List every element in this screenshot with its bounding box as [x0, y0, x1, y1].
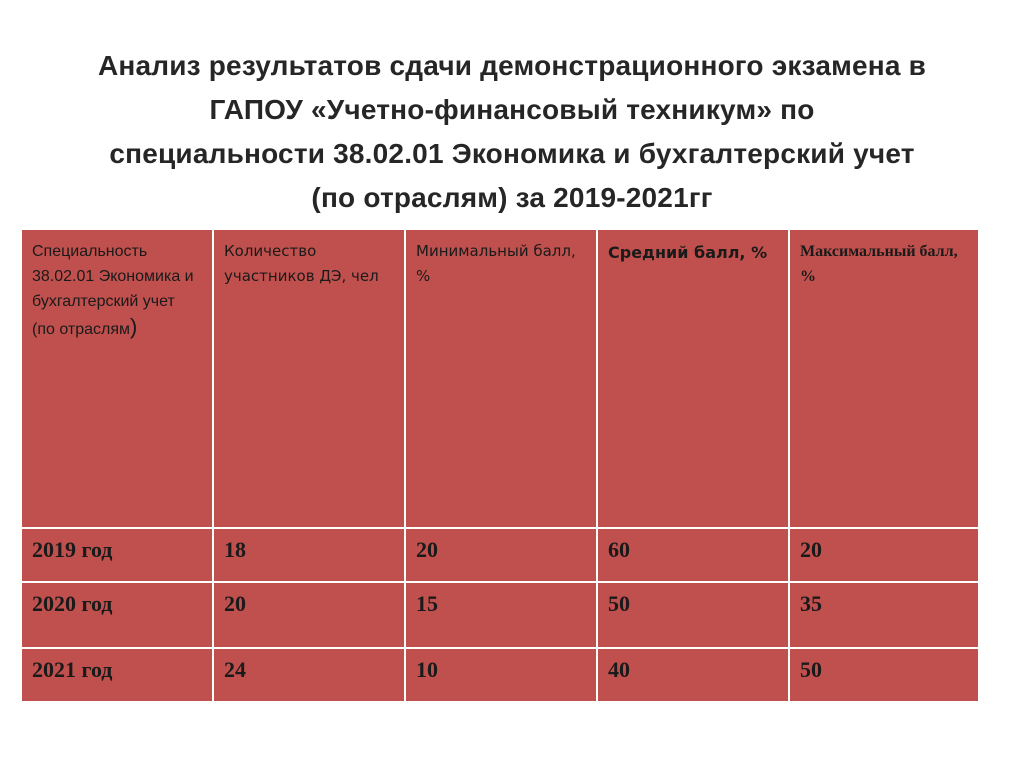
title-line-1: Анализ результатов сдачи демонстрационного экзамена в [97, 50, 927, 81]
table-row [21, 648, 979, 702]
results-table [20, 228, 980, 703]
cell-max: 35 [789, 582, 979, 648]
header-participants: Количество участников ДЭ, чел [213, 229, 405, 528]
table-row [21, 582, 979, 648]
cell-year: 2021 год [21, 648, 213, 702]
title-line-3: специальности 38.02.01 Экономика и бухгалтерский учет [109, 138, 915, 169]
cell-min: 15 [405, 582, 597, 648]
header-max-score: Максимальный балл, % [789, 229, 979, 528]
cell-participants: 20 [213, 582, 405, 648]
header-min-score: Минимальный балл, % [405, 229, 597, 528]
cell-avg: 60 [597, 528, 789, 582]
cell-avg: 50 [597, 582, 789, 648]
cell-year: 2019 год [21, 528, 213, 582]
cell-year: 2020 год [21, 582, 213, 648]
cell-min: 20 [405, 528, 597, 582]
header-specialty: Специальность 38.02.01 Экономика и бухгалтерский учет (по отраслям) [21, 229, 213, 528]
cell-min: 10 [405, 648, 597, 702]
header-specialty-paren: ) [130, 314, 138, 339]
cell-participants: 24 [213, 648, 405, 702]
title-line-2: ГАПОУ «Учетно-финансовый техникум» по [209, 94, 815, 125]
table-row [21, 528, 979, 582]
cell-avg: 40 [597, 648, 789, 702]
table-header-row [21, 229, 979, 528]
cell-max: 20 [789, 528, 979, 582]
cell-participants: 18 [213, 528, 405, 582]
slide-title [40, 44, 984, 220]
header-avg-score: Средний балл, % [597, 229, 789, 528]
cell-max: 50 [789, 648, 979, 702]
title-line-4: (по отраслям) за 2019-2021гг [311, 182, 713, 213]
